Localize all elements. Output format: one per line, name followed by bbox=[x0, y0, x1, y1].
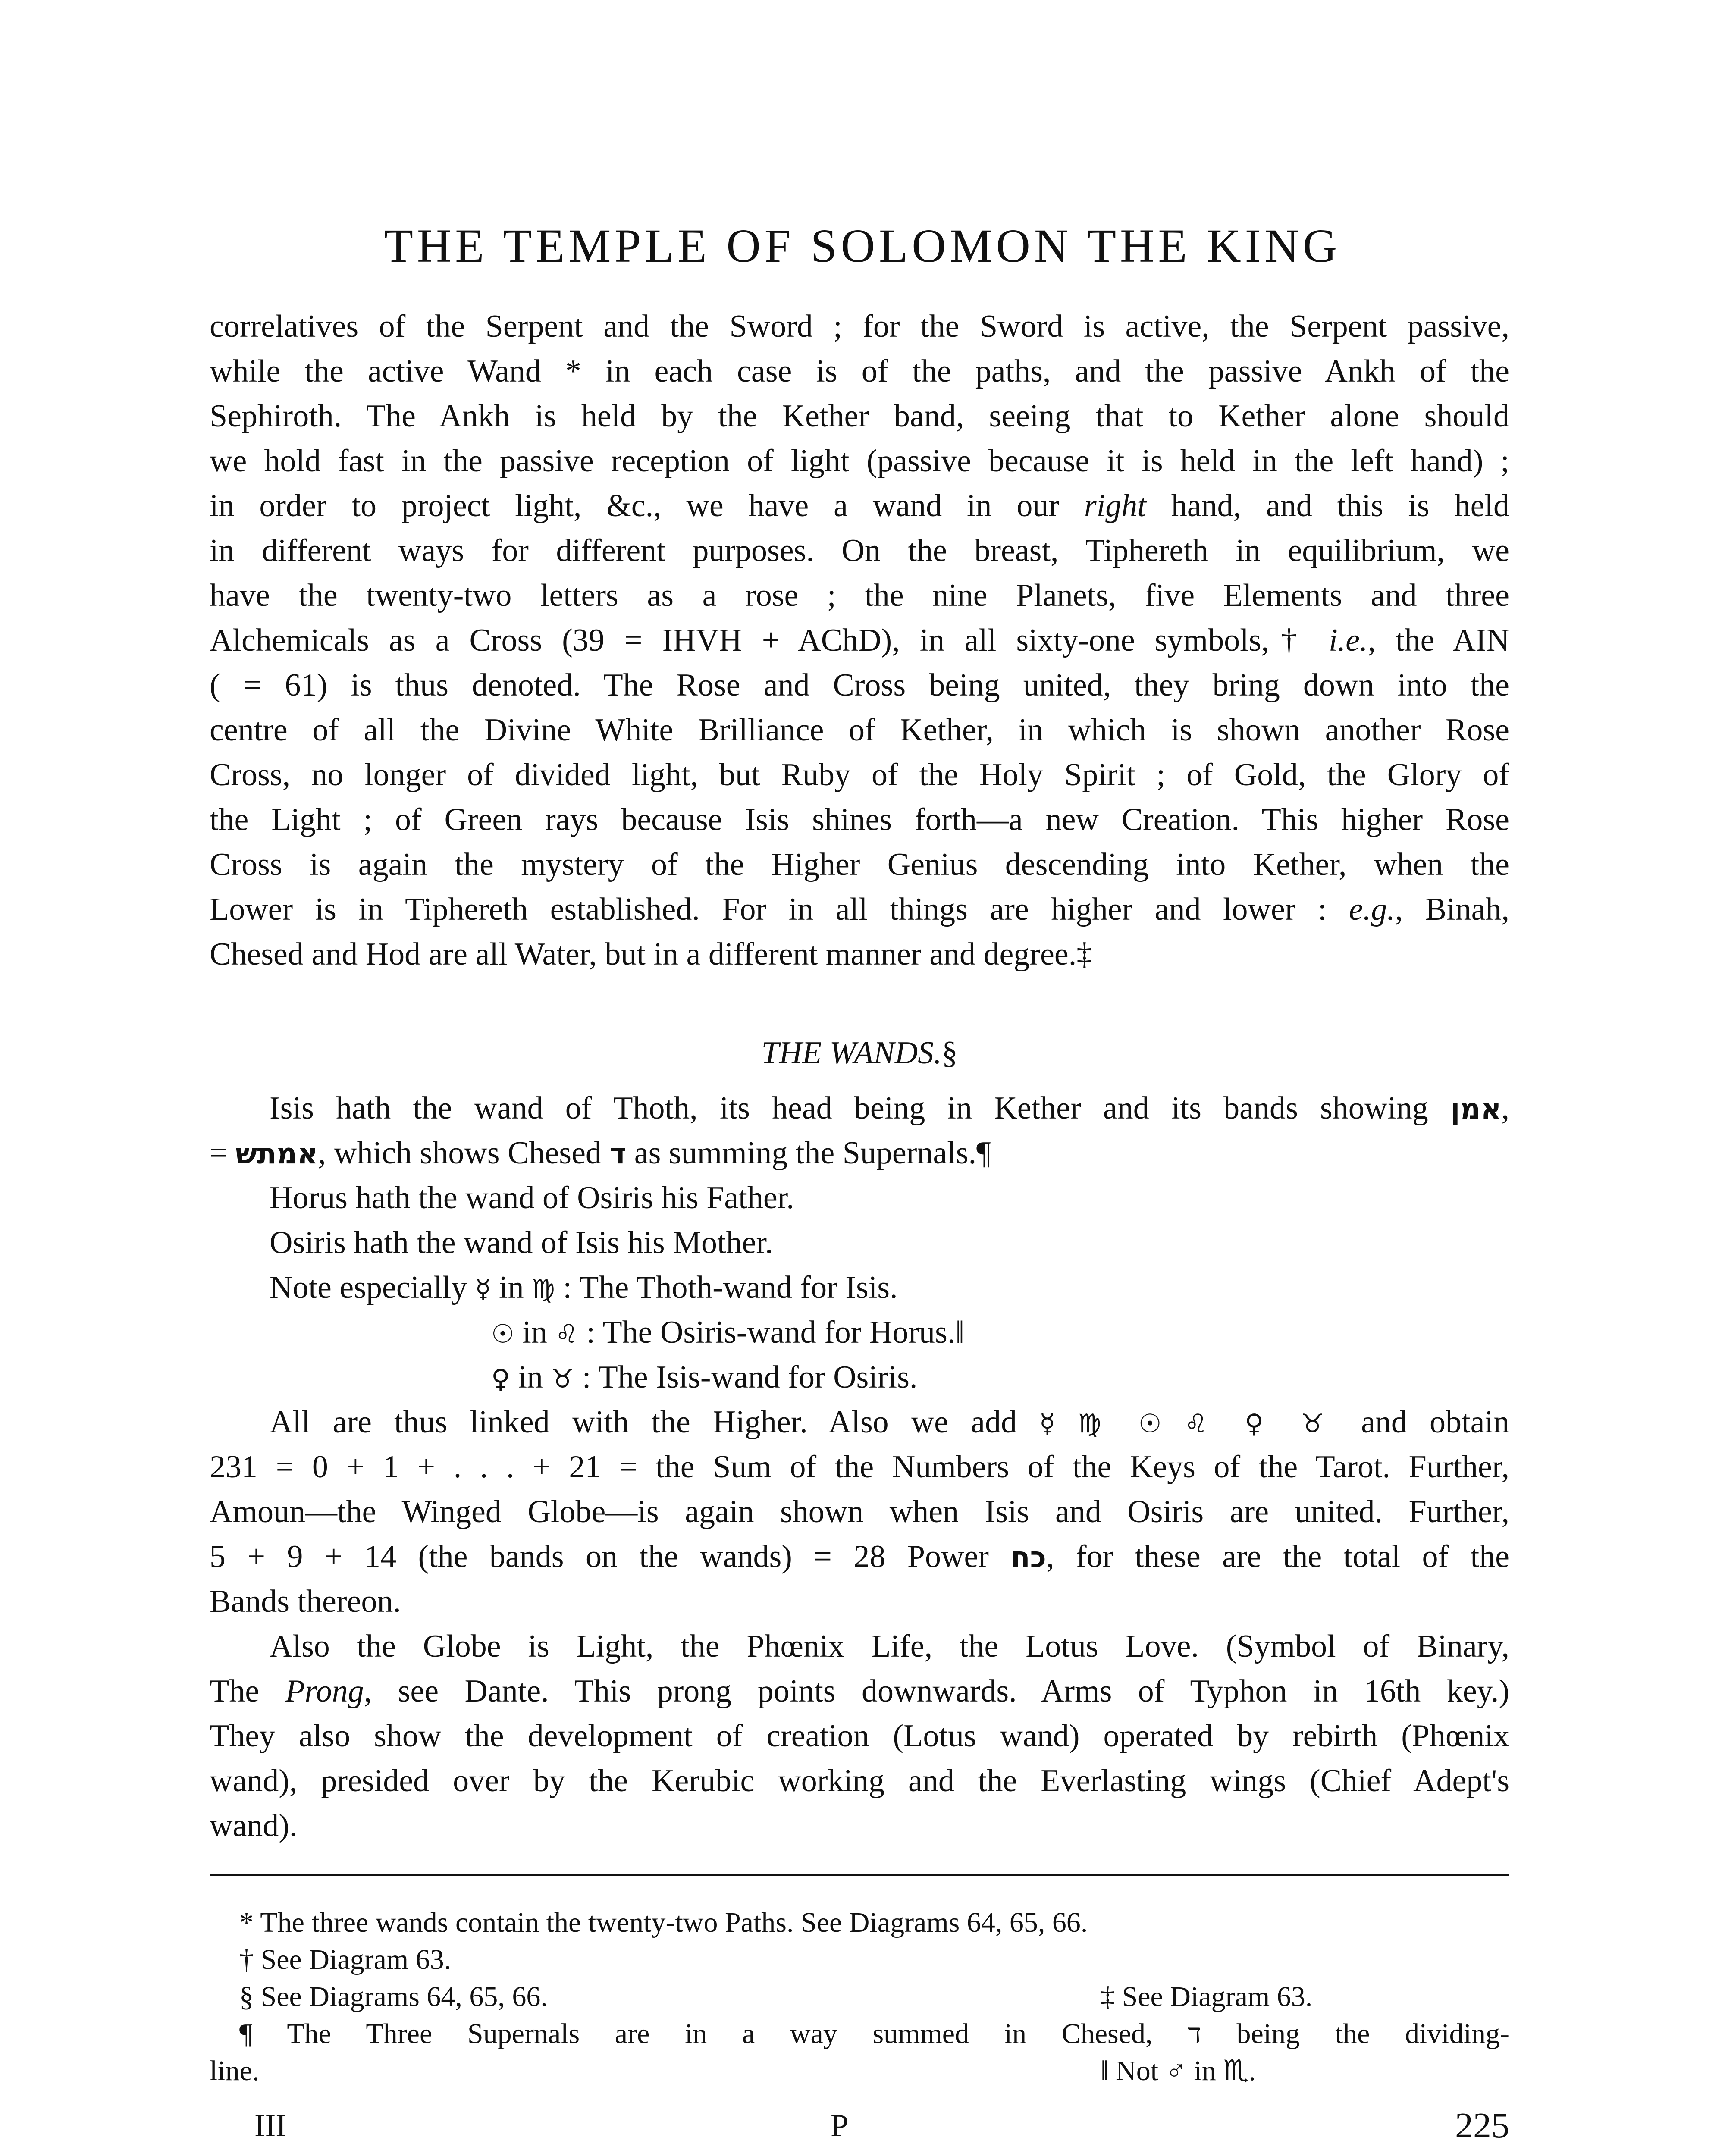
text-segment: ( = 61) is thus denoted. The Rose and Cross being united, they bring down into the bbox=[210, 667, 1509, 703]
text-segment: Horus hath the wand of Osiris his Father. bbox=[270, 1180, 794, 1216]
text-segment: hand, and this is held bbox=[1146, 488, 1509, 523]
text-line bbox=[210, 1534, 1509, 1579]
italic-text: right bbox=[1084, 488, 1146, 523]
text-line bbox=[210, 304, 1509, 349]
text-segment: , for these are the total of the bbox=[1046, 1539, 1510, 1574]
section-heading bbox=[210, 1031, 1509, 1075]
wands-section-body bbox=[210, 1086, 1509, 1848]
text-line bbox=[210, 1803, 1509, 1848]
text-segment: have the twenty-two letters as a rose ; the nine Planets, five Elements and three bbox=[210, 578, 1509, 613]
text-line bbox=[210, 1669, 1509, 1714]
text-line bbox=[210, 1714, 1509, 1758]
text-segment: = bbox=[210, 1135, 236, 1171]
italic-text: i.e. bbox=[1329, 623, 1368, 658]
hebrew-text: אמתש bbox=[235, 1137, 318, 1170]
text-segment: : The Thoth-wand for Isis. bbox=[555, 1270, 898, 1305]
text-segment: in bbox=[510, 1360, 551, 1395]
text-segment: in bbox=[491, 1270, 532, 1305]
text-segment: Also the Globe is Light, the Phœnix Life, the Lotus Love. (Symbol of Binary, bbox=[270, 1629, 1509, 1664]
footnote-pilcrow-continued: line. bbox=[210, 2055, 260, 2087]
text-segment: All are thus linked with the Higher. Also we add bbox=[270, 1404, 1040, 1440]
text-line bbox=[210, 1131, 1509, 1175]
text-segment: , bbox=[1501, 1091, 1509, 1126]
text-segment: Alchemicals as a Cross (39 = IHVH + AChD), in all sixty-one symbols,† bbox=[210, 623, 1329, 658]
text-segment: 231 = 0 + 1 + . . . + 21 = the Sum of the Numbers of the Keys of the Tarot. Further, bbox=[210, 1449, 1509, 1485]
section-footnote-mark: § bbox=[941, 1035, 958, 1071]
text-line bbox=[210, 439, 1509, 483]
text-segment: in order to project light, &c., we have a wand in our bbox=[210, 488, 1084, 523]
text-line bbox=[210, 1086, 1509, 1131]
page-number: 225 bbox=[1455, 2106, 1509, 2146]
text-segment: Amoun—the Winged Globe—is again shown when Isis and Osiris are united. Further, bbox=[210, 1494, 1509, 1529]
text-segment: Note especially bbox=[270, 1270, 475, 1305]
text-line bbox=[210, 1624, 1509, 1669]
text-segment: while the active Wand * in each case is of the paths, and the passive Ankh of the bbox=[210, 354, 1509, 389]
astrological-symbols: ♀ bbox=[491, 1364, 510, 1394]
text-line bbox=[210, 1489, 1509, 1534]
text-line bbox=[210, 1400, 1509, 1445]
text-segment: Chesed and Hod are all Water, but in a different manner and degree.‡ bbox=[210, 937, 1093, 972]
italic-text: e.g. bbox=[1349, 892, 1395, 927]
text-segment: They also show the development of creation (Lotus wand) operated by rebirth (Phœnix bbox=[210, 1718, 1509, 1754]
text-line bbox=[210, 1265, 1509, 1310]
text-segment: wand). bbox=[210, 1808, 298, 1843]
text-segment: Osiris hath the wand of Isis his Mother. bbox=[270, 1225, 773, 1260]
text-line bbox=[210, 842, 1509, 887]
section-heading-title: THE WANDS. bbox=[761, 1035, 942, 1071]
text-line bbox=[210, 708, 1509, 752]
astrological-symbols: ♌︎ bbox=[555, 1319, 579, 1349]
text-line bbox=[210, 1220, 1509, 1265]
text-segment: Lower is in Tiphereth established. For in all things are higher and lower : bbox=[210, 892, 1349, 927]
text-segment: Cross is again the mystery of the Higher Genius descending into Kether, when the bbox=[210, 847, 1509, 882]
text-segment: 5 + 9 + 14 (the bands on the wands) = 28 Power bbox=[210, 1539, 1011, 1574]
text-line bbox=[210, 1579, 1509, 1624]
italic-text: Prong bbox=[285, 1673, 364, 1709]
astrological-symbols: ☉ bbox=[491, 1319, 514, 1349]
text-segment: wand), presided over by the Kerubic working and the Everlasting wings (Chief Adept's bbox=[210, 1763, 1509, 1799]
footnote-divider bbox=[210, 1874, 1509, 1876]
text-line bbox=[210, 1445, 1509, 1489]
text-line bbox=[210, 483, 1509, 528]
text-segment: , which shows Chesed bbox=[318, 1135, 610, 1171]
text-line bbox=[210, 349, 1509, 394]
astrological-symbols: ☿ bbox=[475, 1274, 491, 1304]
hebrew-text: אמן bbox=[1450, 1092, 1502, 1125]
text-segment: , the AIN bbox=[1367, 623, 1509, 658]
volume-number: III bbox=[254, 2108, 286, 2143]
text-segment: The bbox=[210, 1673, 285, 1709]
text-line bbox=[210, 752, 1509, 797]
footnote-section: § See Diagrams 64, 65, 66. bbox=[239, 1981, 548, 2012]
footnote-star: * The three wands contain the twenty-two Paths. See Diagrams 64, 65, 66. bbox=[239, 1907, 1088, 1938]
text-line bbox=[210, 528, 1509, 573]
footnote-dagger: † See Diagram 63. bbox=[239, 1944, 452, 1975]
text-segment: in different ways for different purposes. On the breast, Tiphereth in equilibrium, we bbox=[210, 533, 1509, 568]
footnote-pilcrow: ¶ The Three Supernals are in a way summed in Chesed, ד being the dividing- bbox=[239, 2018, 1509, 2049]
text-segment: , Binah, bbox=[1395, 892, 1509, 927]
text-segment: Isis hath the wand of Thoth, its head being in Kether and its bands showing bbox=[270, 1091, 1451, 1126]
text-segment: Cross, no longer of divided light, but Ruby of the Holy Spirit ; of Gold, the Glory of bbox=[210, 757, 1509, 793]
signature-mark: P bbox=[831, 2108, 849, 2143]
text-line bbox=[210, 394, 1509, 439]
text-line bbox=[210, 573, 1509, 618]
text-segment: correlatives of the Serpent and the Sword ; for the Sword is active, the Serpent passive, bbox=[210, 309, 1509, 344]
paragraph-body bbox=[210, 304, 1509, 977]
text-segment: : The Osiris-wand for Horus.‖ bbox=[578, 1315, 965, 1350]
astrological-symbols: ☿ ♍︎ ☉ ♌︎ ♀ ♉︎ bbox=[1039, 1409, 1339, 1439]
text-line bbox=[210, 1310, 1509, 1355]
footnote-parallel: ‖ Not ♂ in ♏︎. bbox=[1101, 2055, 1256, 2087]
astrological-symbols: ♉︎ bbox=[551, 1364, 574, 1394]
text-segment: the Light ; of Green rays because Isis shines forth—a new Creation. This higher Rose bbox=[210, 802, 1509, 837]
footnotes bbox=[210, 1904, 1509, 2090]
text-segment: , see Dante. This prong points downwards. Arms of Typhon in 16th key.) bbox=[364, 1673, 1510, 1709]
text-segment: in bbox=[514, 1315, 555, 1350]
text-line bbox=[210, 887, 1509, 932]
text-segment: : The Isis-wand for Osiris. bbox=[574, 1360, 918, 1395]
footnote-double-dagger: ‡ See Diagram 63. bbox=[1101, 1981, 1313, 2012]
text-line bbox=[210, 932, 1509, 977]
astrological-symbols: ♍︎ bbox=[532, 1274, 555, 1304]
text-line bbox=[210, 663, 1509, 708]
text-segment: as summing the Supernals.¶ bbox=[626, 1135, 991, 1171]
text-line bbox=[210, 1175, 1509, 1220]
text-line bbox=[210, 797, 1509, 842]
text-segment: centre of all the Divine White Brilliance of Kether, in which is shown another Rose bbox=[210, 712, 1509, 748]
text-line bbox=[210, 1758, 1509, 1803]
text-segment: Sephiroth. The Ankh is held by the Kether band, seeing that to Kether alone should bbox=[210, 398, 1509, 434]
text-segment: Bands thereon. bbox=[210, 1584, 401, 1619]
hebrew-text: כח bbox=[1010, 1541, 1047, 1574]
text-line bbox=[210, 618, 1509, 663]
running-header-title: THE TEMPLE OF SOLOMON THE KING bbox=[384, 219, 1341, 272]
text-segment: and obtain bbox=[1338, 1404, 1509, 1440]
page-footer bbox=[210, 2104, 1509, 2147]
hebrew-text: ד bbox=[609, 1137, 627, 1170]
text-segment: we hold fast in the passive reception of light (passive because it is held in the left hand) ; bbox=[210, 443, 1509, 479]
text-line bbox=[210, 1355, 1509, 1400]
